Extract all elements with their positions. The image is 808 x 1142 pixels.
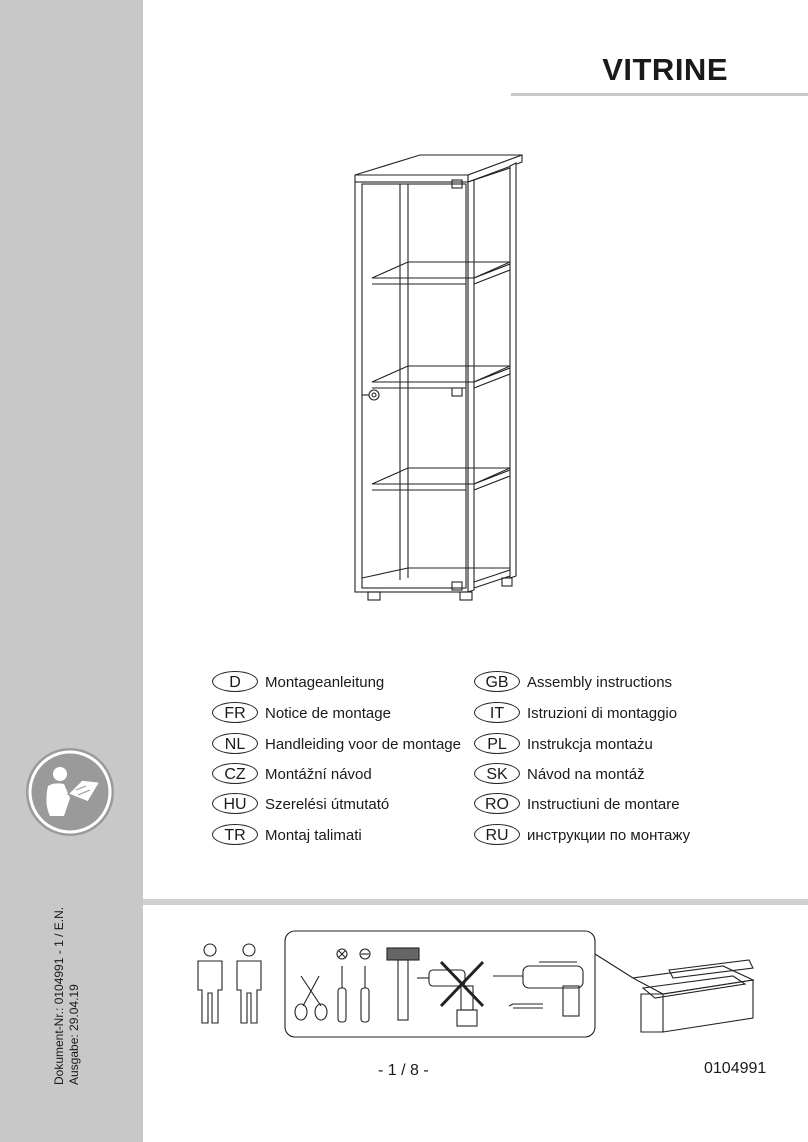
article-number: 0104991 — [704, 1060, 767, 1077]
lang-code-badge: RU — [474, 824, 520, 845]
lang-code-badge: TR — [212, 824, 258, 845]
scissors-icon — [295, 976, 327, 1020]
read-manual-icon — [24, 746, 116, 838]
lang-code-badge: GB — [474, 671, 520, 692]
lang-code-badge: PL — [474, 733, 520, 754]
lang-label: Montaj talimati — [265, 827, 362, 844]
lang-label: Handleiding voor de montage — [265, 736, 461, 753]
lang-label: Szerelési útmutató — [265, 796, 390, 813]
title-divider — [511, 93, 808, 96]
lang-code-badge: D — [212, 671, 258, 692]
footer-divider — [143, 899, 808, 905]
flat-screwdriver-icon — [360, 949, 370, 1022]
toolbox-icon — [633, 960, 753, 1032]
lang-label: Assembly instructions — [527, 674, 673, 691]
person-icon — [237, 944, 261, 1023]
pencil-icon — [509, 1004, 543, 1008]
cordless-screwdriver-crossed-icon — [417, 962, 483, 1026]
person-icon — [198, 944, 222, 1023]
lang-label: Istruzioni di montaggio — [527, 705, 678, 722]
lang-label: Návod na montáž — [527, 766, 645, 783]
lang-label: Notice de montage — [265, 705, 391, 722]
lang-code-badge: SK — [474, 763, 520, 784]
document-info — [52, 907, 82, 1085]
hammer-icon — [387, 948, 419, 1020]
lang-code-badge: IT — [474, 702, 520, 723]
phillips-screwdriver-icon — [337, 949, 347, 1022]
lang-code-badge: HU — [212, 793, 258, 814]
lang-code-badge: FR — [212, 702, 258, 723]
document-number: Dokument-Nr.: 0104991 - 1 / E.N. — [52, 906, 66, 1085]
lang-label: Instructiuni de montare — [527, 796, 680, 813]
lang-code-badge: CZ — [212, 763, 258, 784]
vitrine-illustration — [350, 150, 530, 610]
lang-code-badge: RO — [474, 793, 520, 814]
lang-code-badge: NL — [212, 733, 258, 754]
page-number: - 1 / 8 - — [378, 1062, 429, 1079]
page-title: VITRINE — [602, 52, 728, 87]
tools-illustration — [193, 928, 758, 1043]
lang-label: Montageanleitung — [265, 674, 385, 691]
lang-label: Instrukcja montażu — [527, 736, 653, 753]
issue-date: Ausgabe: 29.04.19 — [67, 984, 81, 1085]
lang-label: инструкции по монтажу — [527, 827, 691, 844]
lang-label: Montážní návod — [265, 766, 372, 783]
